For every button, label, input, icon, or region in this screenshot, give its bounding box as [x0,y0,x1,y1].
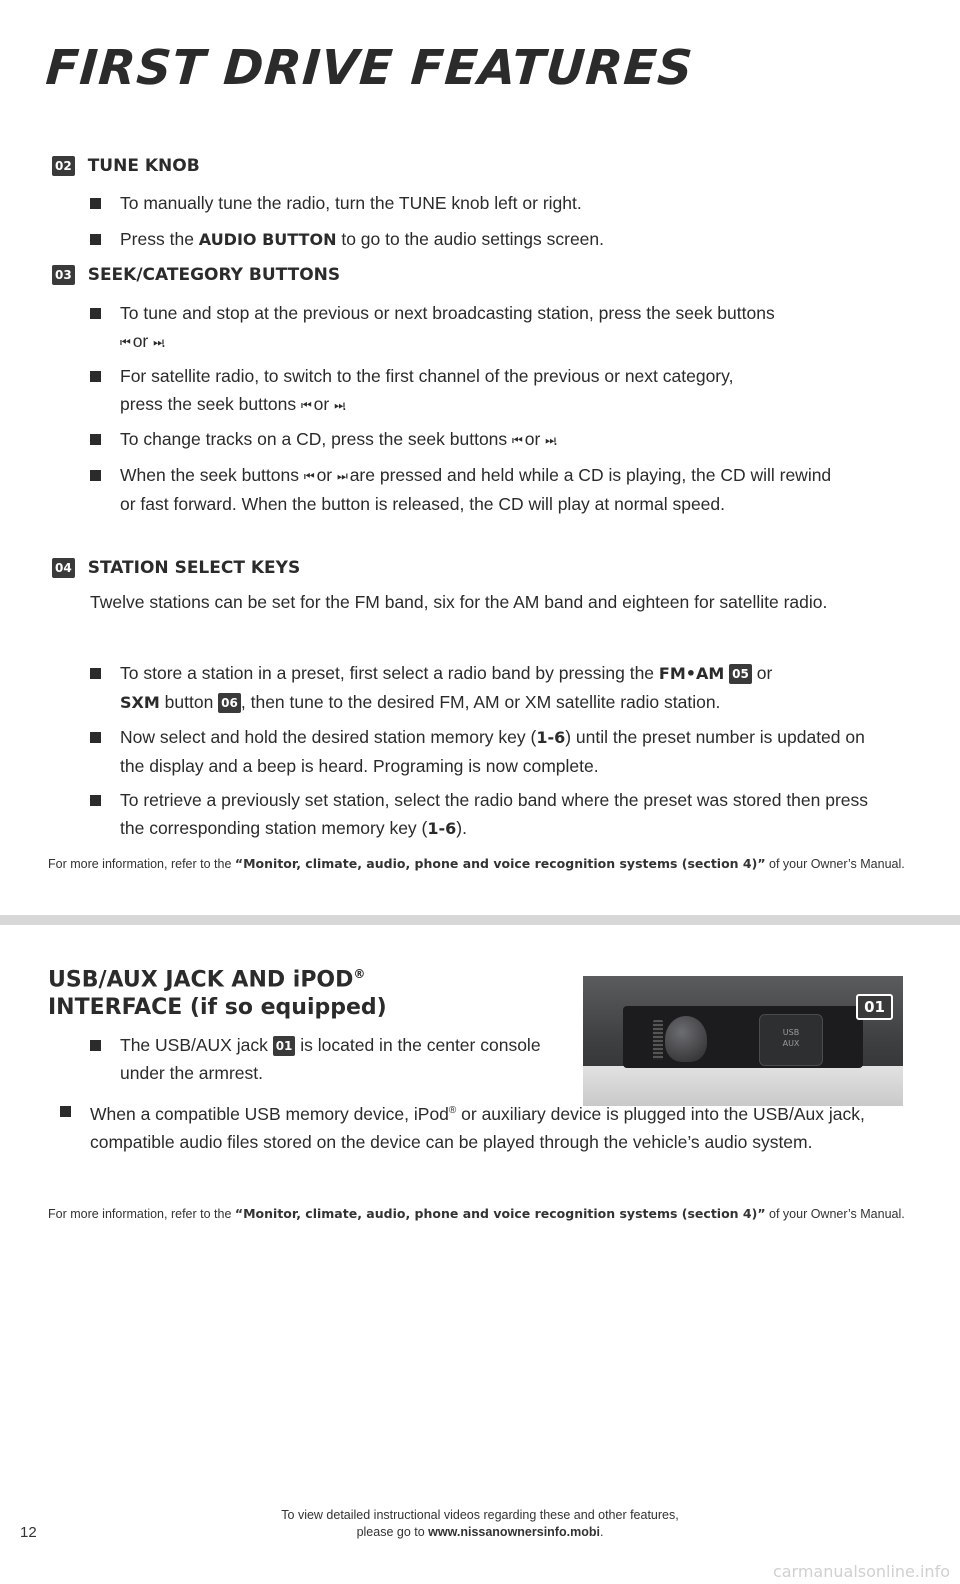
list-item [90,189,890,217]
console-knob [665,1016,707,1062]
heading-text: STATION SELECT KEYS [87,558,301,578]
list-item [90,786,890,843]
console-slot [653,1020,663,1060]
seek-back-icon: ⏮ [300,398,309,412]
callout-badge: 02 [52,156,75,176]
list-item [90,1031,570,1087]
heading-text: TUNE KNOB [87,156,200,176]
callout-badge: 01 [856,994,893,1020]
bullet-square-icon [90,434,101,445]
callout-badge: 03 [52,265,75,285]
seek-forward-icon: ⏭ [337,469,345,483]
usb-aux-jack-photo [583,976,903,1106]
bullet-square-icon [90,795,101,806]
page-title: FIRST DRIVE FEATURES [44,40,696,96]
heading-text: SEEK/CATEGORY BUTTONS [87,265,341,285]
section-heading-seek-category [52,265,340,285]
footnote: For more information, refer to the “Monitor, climate, audio, phone and voice recognition systems (section 4)” of your Owner’s Manual. [48,1206,905,1221]
list-item-text: To tune and stop at the previous or next broadcasting station, press the seek buttons ⏮ or ⏭. [120,303,775,351]
seek-forward-icon: ⏭ [545,433,553,447]
seek-back-icon: ⏮ [120,335,128,349]
bullet-square-icon [90,308,101,319]
list-item-text: To store a station in a preset, first select a radio band by pressing the FM•AM 05 or SXM button 06 , then tune to the desired FM, AM or XM satellite radio station. [120,663,773,712]
section-heading-station-select [52,558,300,578]
list-item [60,1097,900,1156]
seek-back-icon: ⏮ [303,469,312,483]
list-item [90,659,890,717]
bullet-square-icon [90,371,101,382]
seek-back-icon: ⏮ [512,433,520,447]
list-item [90,362,890,419]
bullet-square-icon [90,732,101,743]
list-item-text: Press the AUDIO BUTTON to go to the audio settings screen. [120,229,605,249]
list-item [90,723,890,780]
list-item [90,225,890,254]
bullet-square-icon [90,198,101,209]
page-number: 12 [20,1524,37,1541]
list-item [90,299,890,356]
bullet-square-icon [90,234,101,245]
bullet-square-icon [60,1106,71,1117]
list-item-text: The USB/AUX jack 01 is located in the center console under the armrest. [120,1035,541,1083]
bullet-square-icon [90,1040,101,1051]
website-link[interactable]: www.nissanownersinfo.mobi [428,1525,600,1539]
list-item-text: For satellite radio, to switch to the first channel of the previous or next category, press the seek buttons ⏮ or ⏭. [120,366,734,414]
list-item [90,425,890,454]
seek-forward-icon: ⏭ [334,398,342,412]
list-item-text: When a compatible USB memory device, iPod® or auxiliary device is plugged into the USB/Aux jack, compatible audio files stored on the device can be played through the vehicle’s audio system. [90,1103,865,1152]
list-item [90,461,890,518]
callout-badge: 06 [218,693,241,713]
callout-badge: 05 [729,664,752,684]
seek-forward-icon: ⏭ [153,335,161,349]
list-item-text: When the seek buttons ⏮ or ⏭ are pressed and held while a CD is playing, the CD will rewind or fast forward. When the button is released, the CD will play at normal speed. [120,465,832,514]
list-item-text: To change tracks on a CD, press the seek buttons ⏮ or ⏭. [120,429,558,449]
list-item-text: Now select and hold the desired station memory key (1-6) until the preset number is updated on the display and a beep is heard. Programing is now complete. [120,727,865,776]
section-divider [0,915,960,925]
list-item-text: To manually tune the radio, turn the TUNE knob left or right. [120,193,582,213]
section-intro: Twelve stations can be set for the FM band, six for the AM band and eighteen for satellite radio. [90,592,828,612]
watermark: carmanualsonline.info [772,1562,950,1581]
list-item-text: To retrieve a previously set station, select the radio band where the preset was stored then press the corresponding station memory key (1-6). [120,790,869,838]
videos-note: To view detailed instructional videos regarding these and other features, please go to www.nissanownersinfo.mobi. [281,1508,679,1539]
bullet-square-icon [90,470,101,481]
usb-section-title: USB/AUX JACK AND iPOD® INTERFACE (if so equipped) [48,967,387,1021]
bullet-square-icon [90,668,101,679]
section-heading-tune-knob [52,156,200,176]
usb-aux-port: USB AUX [759,1014,823,1066]
callout-badge: 01 [273,1036,296,1056]
callout-badge: 04 [52,558,75,578]
footnote: For more information, refer to the “Monitor, climate, audio, phone and voice recognition systems (section 4)” of your Owner’s Manual. [48,856,905,871]
